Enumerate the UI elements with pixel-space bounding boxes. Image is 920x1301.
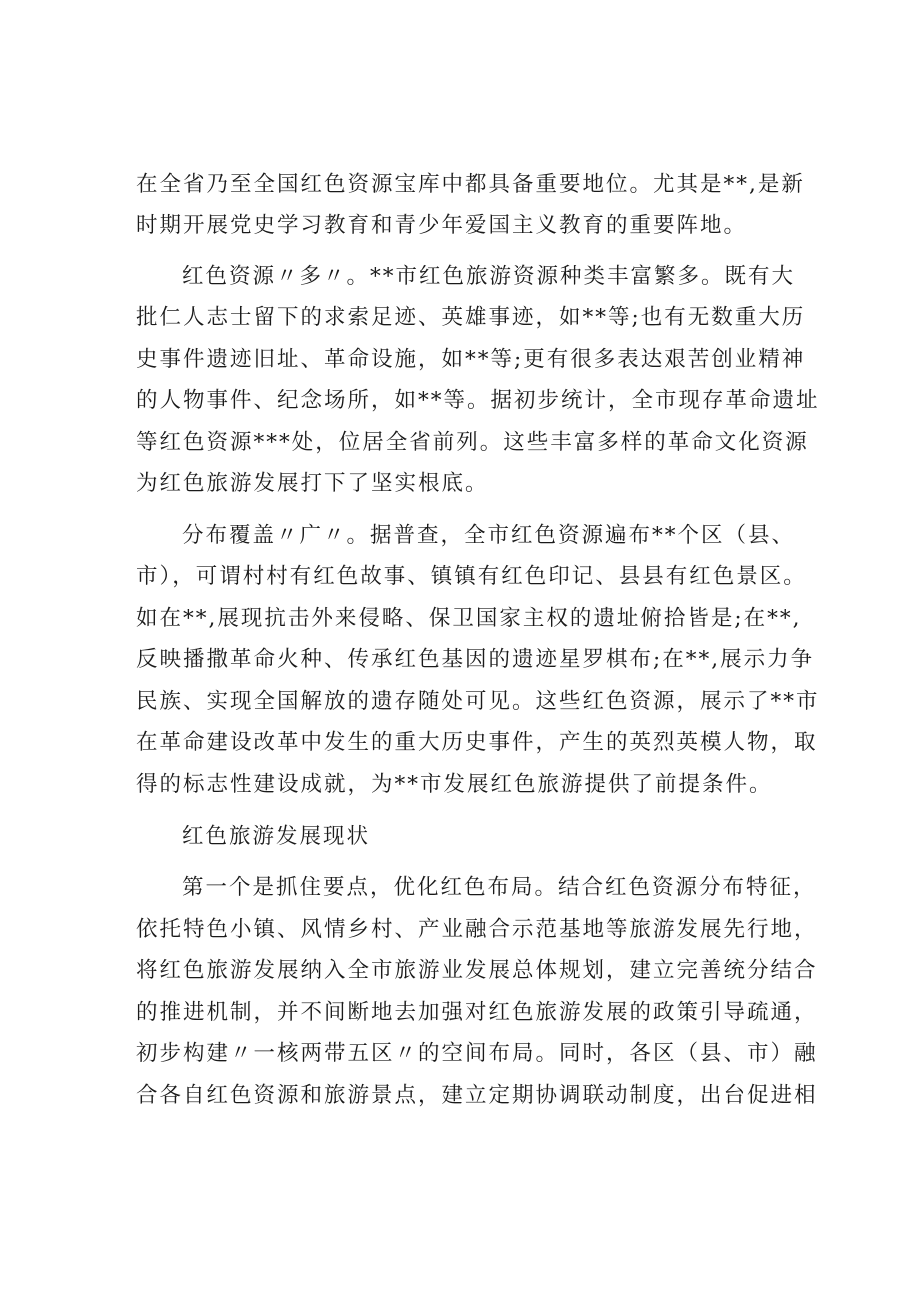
text-line: 依托特色小镇、风情乡村、产业融合示范基地等旅游发展先行地， xyxy=(136,917,818,942)
text-line: 的推进机制，并不间断地去加强对红色旅游发展的政策引导疏通， xyxy=(136,1000,818,1025)
text-line: 得的标志性建设成就，为**市发展红色旅游提供了前提条件。 xyxy=(136,772,773,797)
text-line: 批仁人志士留下的求索足迹、英雄事迹，如**等;也有无数重大历 xyxy=(136,305,806,330)
text-line: 民族、实现全国解放的遗存随处可见。这些红色资源，展示了**市 xyxy=(136,689,820,714)
text-line: 将红色旅游发展纳入全市旅游业发展总体规划，建立完善统分结合 xyxy=(136,958,818,983)
text-line: 在全省乃至全国红色资源宝库中都具备重要地位。尤其是**,是新 xyxy=(136,172,805,197)
text-line: 为红色旅游发展打下了坚实根底。 xyxy=(136,471,489,496)
text-line: 初步构建〃一核两带五区〃的空间布局。同时，各区（县、市）融 xyxy=(136,1041,818,1066)
paragraph-heading-line: 第一个是抓住要点，优化红色布局。结合红色资源分布特征， xyxy=(182,875,817,900)
paragraph-heading-line: 红色资源〃多〃。**市红色旅游资源种类丰富繁多。既有大 xyxy=(182,264,796,289)
text-line: 合各自红色资源和旅游景点，建立定期协调联动制度，出台促进相 xyxy=(136,1083,818,1108)
text-line: 如在**,展现抗击外来侵略、保卫国家主权的遗址俯拾皆是;在**, xyxy=(136,606,802,631)
text-line: 在革命建设改革中发生的重大历史事件，产生的英烈英模人物，取 xyxy=(136,730,818,755)
text-line: 市），可谓村村有红色故事、镇镇有红色印记、县县有红色景区。 xyxy=(136,564,807,589)
text-line: 史事件遗迹旧址、革命设施，如**等;更有很多表达艰苦创业精神 xyxy=(136,347,806,372)
text-line: 等红色资源***处，位居全省前列。这些丰富多样的革命文化资源 xyxy=(136,430,809,455)
text-line: 的人物事件、纪念场所，如**等。据初步统计，全市现存革命遗址 xyxy=(136,388,820,413)
text-line: 时期开展党史学习教育和青少年爱国主义教育的重要阵地。 xyxy=(136,213,748,238)
text-line: 反映播撒革命火种、传承红色基因的遗迹星罗棋布;在**,展示力争 xyxy=(136,647,815,672)
section-heading: 红色旅游发展现状 xyxy=(182,824,371,849)
paragraph-heading-line: 分布覆盖〃广〃。据普查，全市红色资源遍布**个区（县、 xyxy=(182,523,796,548)
